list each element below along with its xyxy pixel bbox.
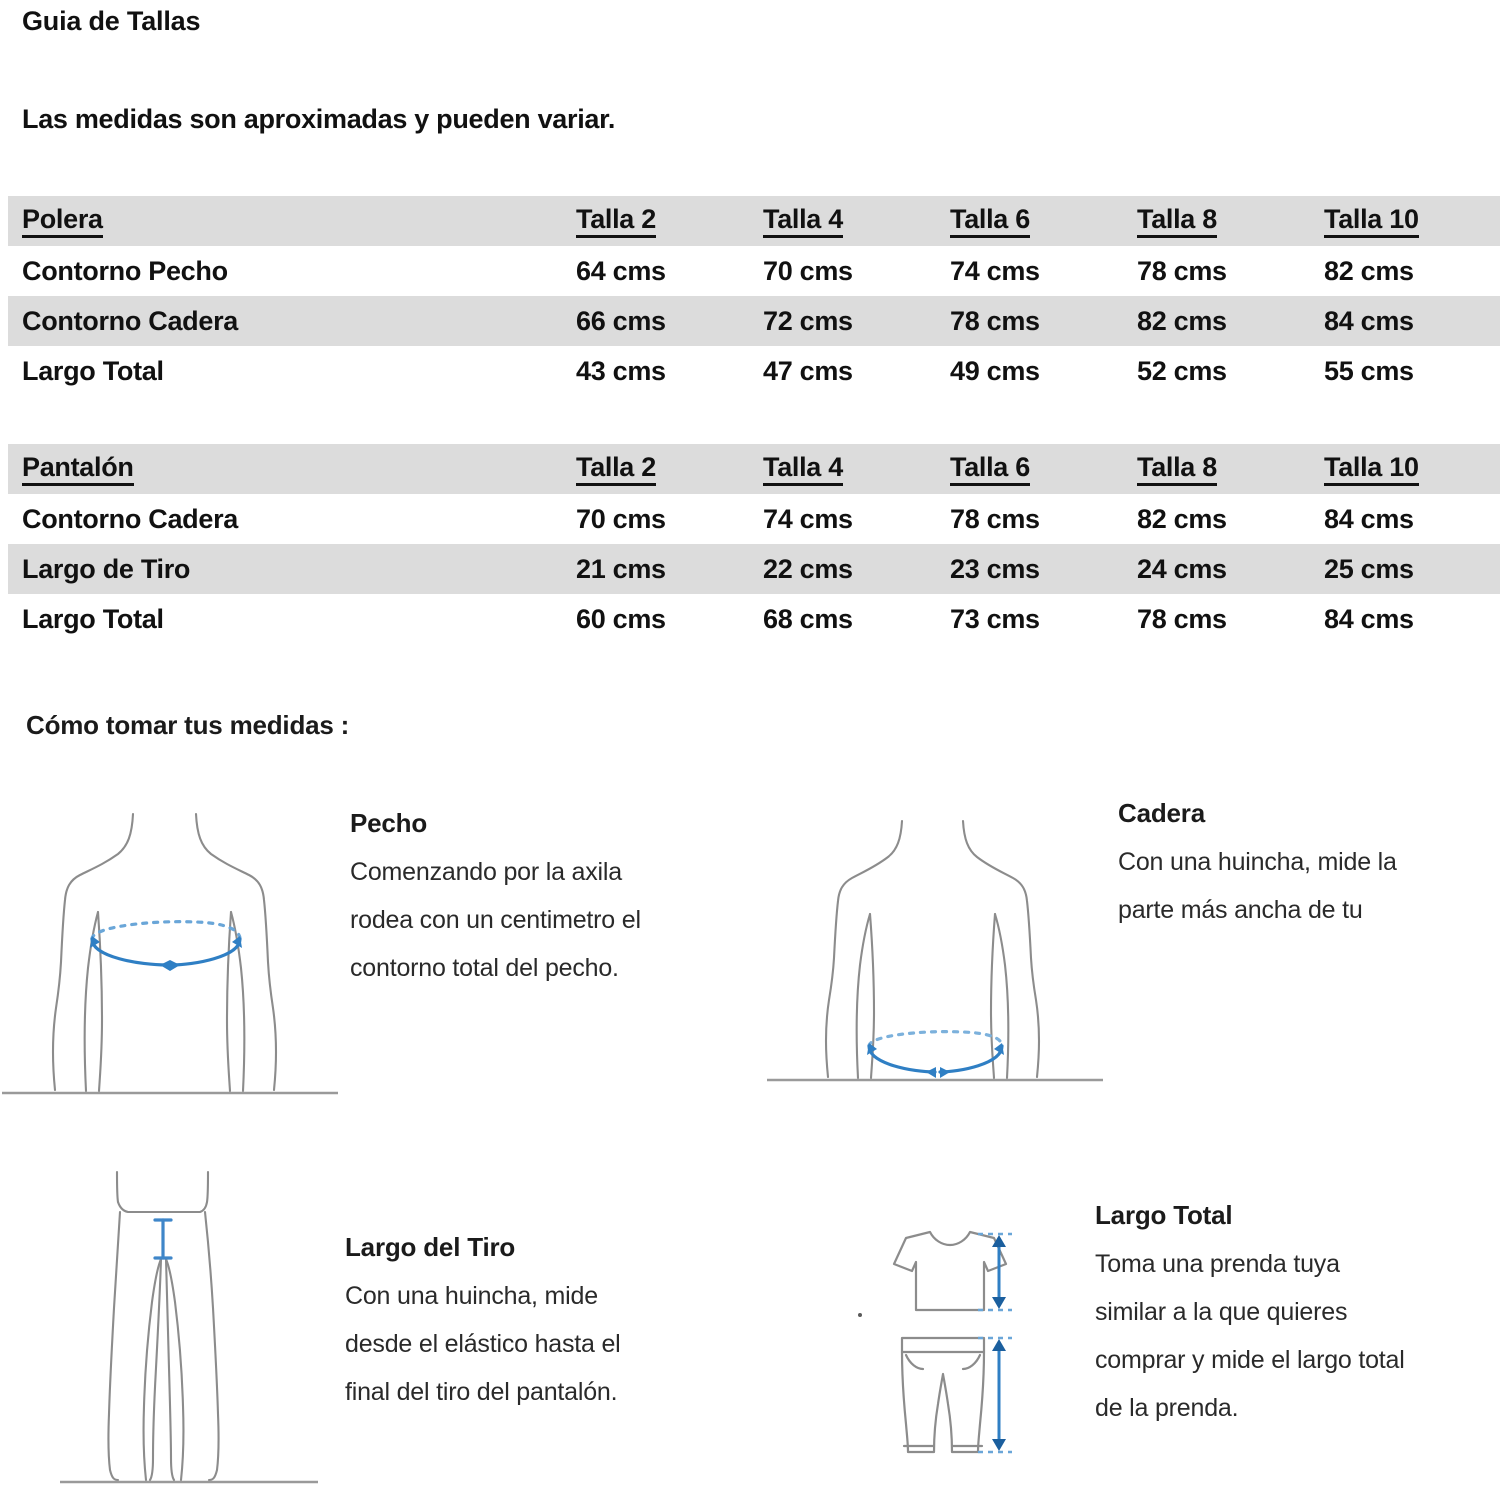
- cell-talla-2: 66 cms: [570, 296, 757, 346]
- instruction-line: Con una huincha, mide: [345, 1282, 598, 1310]
- column-header-talla-8: Talla 8: [1131, 196, 1318, 246]
- cell-talla-6: 73 cms: [944, 594, 1131, 644]
- how-to-measure-title: Cómo tomar tus medidas :: [26, 710, 350, 740]
- cell-talla-8: 82 cms: [1131, 494, 1318, 544]
- cell-talla-6: 74 cms: [944, 246, 1131, 296]
- cell-talla-2: 64 cms: [570, 246, 757, 296]
- cell-talla-6: 78 cms: [944, 296, 1131, 346]
- column-header-garment: Pantalón: [8, 444, 570, 494]
- page-title: Guia de Tallas: [22, 6, 201, 36]
- column-header-talla-6: Talla 6: [944, 196, 1131, 246]
- row-label: Largo de Tiro: [8, 544, 570, 594]
- cell-talla-8: 78 cms: [1131, 246, 1318, 296]
- row-label: Contorno Pecho: [8, 246, 570, 296]
- stray-dot-artifact: [858, 1313, 862, 1317]
- cell-talla-4: 68 cms: [757, 594, 944, 644]
- cell-talla-2: 21 cms: [570, 544, 757, 594]
- table-row: [8, 346, 1500, 396]
- column-header-talla-2: Talla 2: [570, 444, 757, 494]
- cell-talla-8: 78 cms: [1131, 594, 1318, 644]
- cell-talla-10: 55 cms: [1318, 346, 1500, 396]
- instruction-title-pecho: Pecho: [350, 808, 428, 838]
- row-label: Contorno Cadera: [8, 494, 570, 544]
- cell-talla-10: 25 cms: [1318, 544, 1500, 594]
- table-row: [8, 246, 1500, 296]
- column-header-talla-10: Talla 10: [1318, 444, 1500, 494]
- cell-talla-2: 70 cms: [570, 494, 757, 544]
- size-table-pantalon: [8, 444, 1500, 644]
- instruction-line: comprar y mide el largo total: [1095, 1346, 1405, 1374]
- instruction-title-cadera: Cadera: [1118, 798, 1205, 828]
- cell-talla-10: 84 cms: [1318, 594, 1500, 644]
- instruction-title-largo-total: Largo Total: [1095, 1200, 1233, 1230]
- cell-talla-2: 43 cms: [570, 346, 757, 396]
- instruction-line: similar a la que quieres: [1095, 1298, 1348, 1326]
- cell-talla-2: 60 cms: [570, 594, 757, 644]
- column-header-talla-4: Talla 4: [757, 444, 944, 494]
- garments-length-diagram: [860, 1218, 1080, 1468]
- column-header-talla-2: Talla 2: [570, 196, 757, 246]
- instruction-title-largo-del-tiro: Largo del Tiro: [345, 1232, 516, 1262]
- rise-measure-bar: [155, 1220, 171, 1258]
- cell-talla-4: 74 cms: [757, 494, 944, 544]
- instruction-line: final del tiro del pantalón.: [345, 1378, 618, 1406]
- row-label: Largo Total: [8, 594, 570, 644]
- instruction-largo-total: [1095, 1200, 1495, 1432]
- column-header-talla-10: Talla 10: [1318, 196, 1500, 246]
- table-row: [8, 544, 1500, 594]
- cell-talla-8: 82 cms: [1131, 296, 1318, 346]
- cell-talla-8: 24 cms: [1131, 544, 1318, 594]
- column-header-talla-4: Talla 4: [757, 196, 944, 246]
- instruction-line: contorno total del pecho.: [350, 954, 619, 982]
- cell-talla-6: 49 cms: [944, 346, 1131, 396]
- instruction-line: rodea con un centimetro el: [350, 906, 641, 934]
- column-header-talla-8: Talla 8: [1131, 444, 1318, 494]
- instruction-cadera: [1118, 798, 1498, 934]
- instruction-line: Con una huincha, mide la: [1118, 848, 1397, 876]
- table-header-row: [8, 444, 1500, 494]
- table-header-row: [8, 196, 1500, 246]
- cell-talla-8: 52 cms: [1131, 346, 1318, 396]
- intro-text: Las medidas son aproximadas y pueden variar.: [22, 104, 616, 134]
- cell-talla-6: 23 cms: [944, 544, 1131, 594]
- instruction-largo-del-tiro: [345, 1232, 745, 1416]
- cell-talla-4: 72 cms: [757, 296, 944, 346]
- instruction-line: desde el elástico hasta el: [345, 1330, 621, 1358]
- cell-talla-4: 22 cms: [757, 544, 944, 594]
- cell-talla-6: 78 cms: [944, 494, 1131, 544]
- row-label: Largo Total: [8, 346, 570, 396]
- cell-talla-10: 84 cms: [1318, 494, 1500, 544]
- column-header-garment: Polera: [8, 196, 570, 246]
- instruction-line: de la prenda.: [1095, 1394, 1239, 1422]
- hip-loop-dashed: [869, 1032, 1002, 1046]
- column-header-talla-6: Talla 6: [944, 444, 1131, 494]
- torso-hip-diagram: [765, 790, 1105, 1120]
- legs-rise-diagram: [60, 1162, 350, 1500]
- instruction-pecho: [350, 808, 750, 992]
- table-row: [8, 296, 1500, 346]
- pants-icon: [902, 1338, 984, 1452]
- size-table-polera: [8, 196, 1500, 396]
- cell-talla-4: 47 cms: [757, 346, 944, 396]
- cell-talla-10: 84 cms: [1318, 296, 1500, 346]
- torso-chest-diagram: [0, 790, 340, 1120]
- chest-loop-dashed: [92, 922, 240, 939]
- table-row: [8, 594, 1500, 644]
- instruction-line: parte más ancha de tu: [1118, 896, 1363, 924]
- cell-talla-10: 82 cms: [1318, 246, 1500, 296]
- table-row: [8, 494, 1500, 544]
- tshirt-icon: [894, 1232, 1006, 1310]
- row-label: Contorno Cadera: [8, 296, 570, 346]
- cell-talla-4: 70 cms: [757, 246, 944, 296]
- instruction-line: Comenzando por la axila: [350, 858, 622, 886]
- instruction-line: Toma una prenda tuya: [1095, 1250, 1340, 1278]
